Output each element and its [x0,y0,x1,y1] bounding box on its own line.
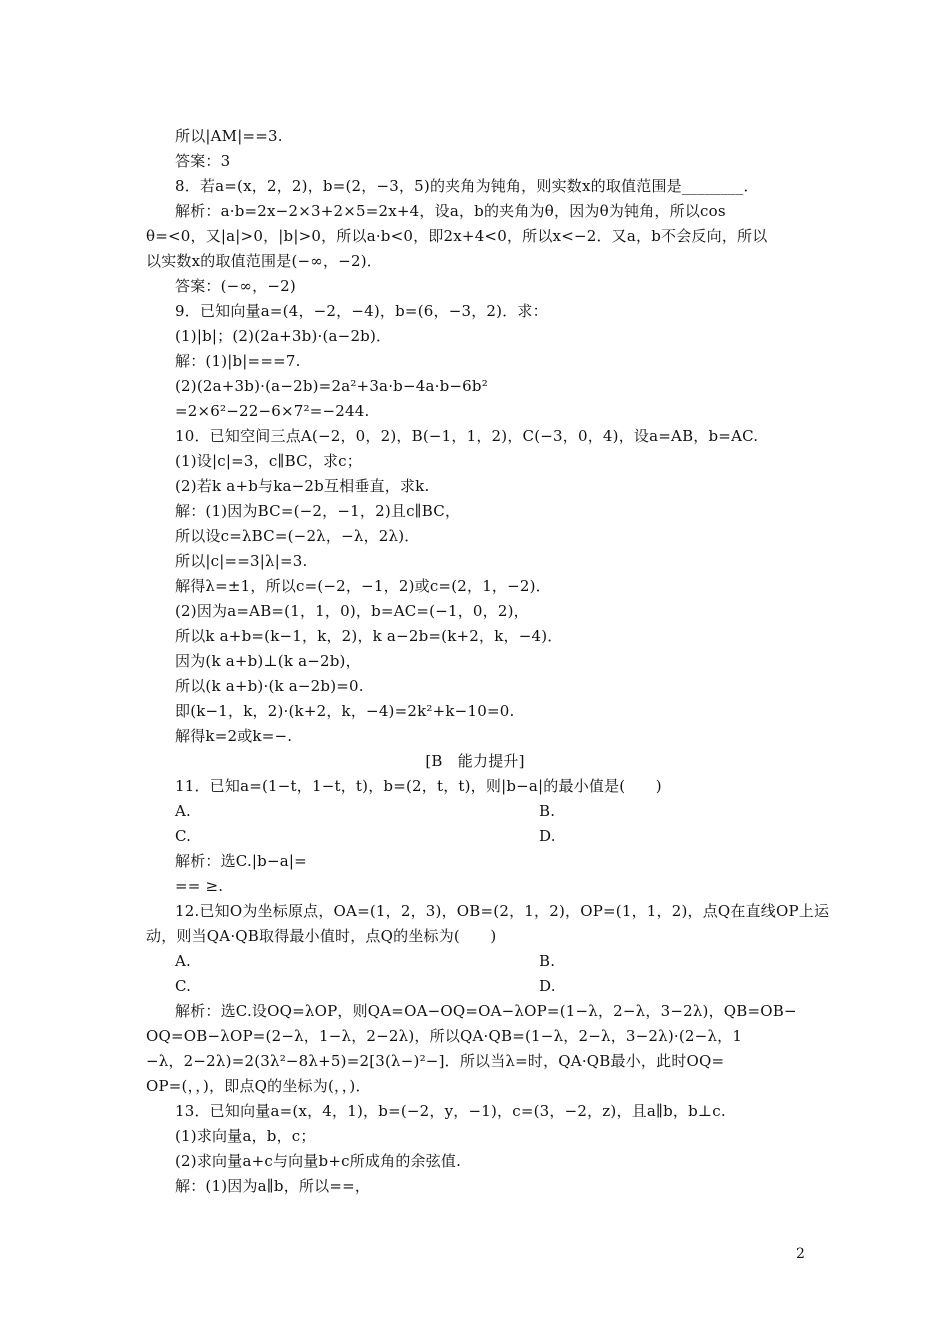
text-line: 动，则当QA·QB取得最小值时，点Q的坐标为( ) [146,927,497,945]
text-line: −λ，2−2λ)=2(3λ²−8λ+5)=2[3(λ−)²−]．所以当λ=时，QA·QB最小，此时OQ= [146,1052,725,1070]
text-line: 解析：选C.设OQ=λOP，则QA=OA−OQ=OA−λOP=(1−λ，2−λ，3−2λ)，QB=OB− [175,1002,797,1020]
text-line: 12.已知O为坐标原点，OA=(1，2，3)，OB=(2，1，2)，OP=(1，1，2)，点Q在直线OP上运 [175,902,830,920]
text-line: D. [539,977,556,995]
text-line: 11．已知a=(1−t，1−t，t)，b=(2，t，t)，则|b−a|的最小值是( ) [175,777,662,795]
text-line: 答案：3 [175,152,231,170]
text-line: (1)设|c|=3，c∥BC，求c； [175,452,362,470]
text-line: 8．若a=(x，2，2)，b=(2，−3，5)的夹角为钝角，则实数x的取值范围是________． [175,177,759,195]
text-line: (1)|b|；(2)(2a+3b)·(a−2b)． [175,327,392,345]
text-line: 因为(k a+b)⊥(k a−2b)， [175,652,361,670]
page-number: 2 [796,1246,805,1262]
text-line: θ=<0，又|a|>0，|b|>0，所以a·b<0，即2x+4<0，所以x<−2．又a，b不会反向，所以 [146,227,768,245]
text-line: 解得k=2或k=−. [175,727,293,745]
text-line: 即(k−1，k，2)·(k+2，k，−4)=2k²+k−10=0. [175,702,515,720]
text-line: (2)(2a+3b)·(a−2b)=2a²+3a·b−4a·b−6b² [175,377,488,395]
text-line: A. [175,802,192,820]
text-line: 所以k a+b=(k−1，k，2)，k a−2b=(k+2，k，−4)． [175,627,563,645]
text-line: C. [175,827,192,845]
text-line: 解：(1)因为BC=(−2，−1，2)且c∥BC， [175,502,461,520]
text-line: 解：(1)因为a∥b，所以==， [175,1177,371,1195]
text-line: B. [539,952,556,970]
text-line: 所以(k a+b)·(k a−2b)=0. [175,677,364,695]
text-line: 13．已知向量a=(x，4，1)，b=(−2，y，−1)，c=(3，−2，z)，且a∥b，b⊥c. [175,1102,726,1120]
text-line: (1)求向量a，b，c； [175,1127,316,1145]
text-line: (2)因为a=AB=(1，1，0)，b=AC=(−1，0，2)， [175,602,529,620]
text-line: 所以|c|==3|λ|=3. [175,552,308,570]
text-line: OQ=OB−λOP=(2−λ，1−λ，2−2λ)，所以QA·QB=(1−λ，2−λ，3−2λ)·(2−λ，1 [146,1027,743,1045]
text-line: OP=(，，)，即点Q的坐标为(，，)． [146,1077,371,1095]
text-line: B. [539,802,556,820]
text-line: 10．已知空间三点A(−2，0，2)，B(−1，1，2)，C(−3，0，4)，设a=AB，b=AC. [175,427,759,445]
text-line: 9．已知向量a=(4，−2，−4)，b=(6，−3，2)．求： [175,302,548,320]
text-line: [B 能力提升] [425,752,525,770]
text-line: 解得λ=±1，所以c=(−2，−1，2)或c=(2，1，−2)． [175,577,551,595]
text-line: 解析：选C.|b−a|= [175,852,307,870]
text-line: C. [175,977,192,995]
text-line: (2)若k a+b与ka−2b互相垂直，求k. [175,477,430,495]
text-line: =2×6²−22−6×7²=−244. [175,402,370,420]
text-line: (2)求向量a+c与向量b+c所成角的余弦值. [175,1152,462,1170]
text-line: 所以|AM|==3. [175,127,283,145]
text-line: == ≥. [175,877,224,895]
text-line: 以实数x的取值范围是(−∞，−2)． [146,252,382,270]
text-line: 答案：(−∞，−2) [175,277,296,295]
text-line: 所以设c=λBC=(−2λ，−λ，2λ)． [175,527,420,545]
text-line: D. [539,827,556,845]
text-line: 解：(1)|b|===7. [175,352,301,370]
text-line: 解析：a·b=2x−2×3+2×5=2x+4，设a，b的夹角为θ，因为θ为钝角，所以cos [175,202,726,220]
text-line: A. [175,952,192,970]
